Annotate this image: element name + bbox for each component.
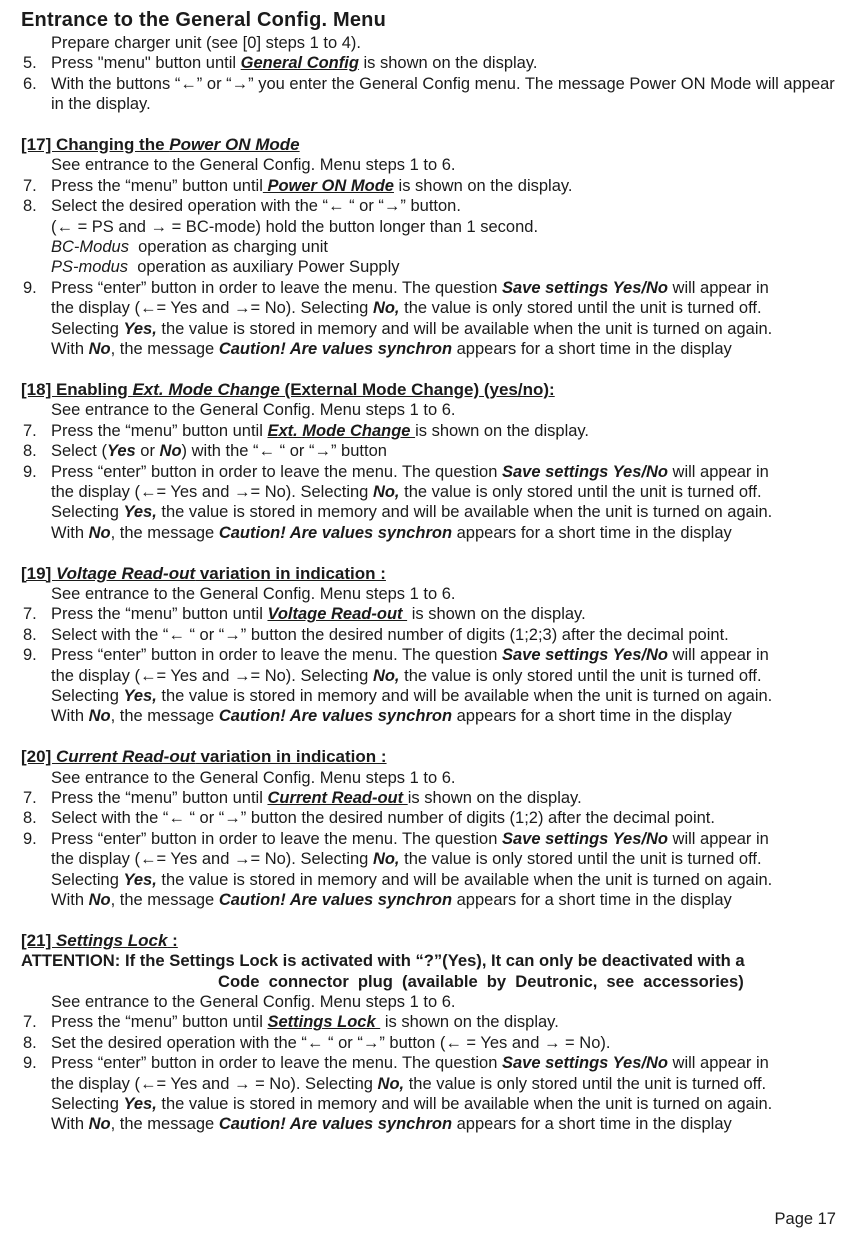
doc-line bbox=[21, 706, 839, 726]
page-number: Page 17 bbox=[774, 1210, 836, 1228]
text-run: , the message bbox=[110, 1115, 219, 1134]
doc-line bbox=[21, 686, 839, 706]
text-run: See entrance to the General Config. Menu steps 1 to 6. bbox=[51, 584, 456, 603]
doc-line bbox=[21, 319, 839, 339]
text-run: Press "menu" button until bbox=[51, 54, 241, 73]
text-run: is shown on the display. bbox=[407, 605, 586, 624]
text-run: the display (←= Yes and →= No). Selecting bbox=[51, 666, 373, 685]
numbered-step bbox=[21, 196, 839, 216]
text-run: the value is only stored until the unit is turned off. bbox=[399, 482, 762, 501]
text-run: Settings Lock bbox=[267, 1013, 381, 1032]
text-run: appears for a short time in the display bbox=[452, 891, 732, 909]
text-run: Press the “menu” button until bbox=[51, 605, 268, 624]
text-run: (← = PS and → = BC-mode) hold the button longer than 1 second. bbox=[51, 217, 539, 236]
doc-line bbox=[21, 890, 839, 910]
step-number: 8. bbox=[23, 197, 37, 216]
step-number: 8. bbox=[23, 625, 37, 644]
text-run: Save settings Yes/No bbox=[501, 278, 668, 297]
text-run: [17] Changing the bbox=[21, 135, 170, 155]
text-run: the value is only stored until the unit is turned off. bbox=[399, 666, 762, 685]
text-run: With bbox=[51, 523, 89, 542]
numbered-step bbox=[21, 788, 839, 808]
text-run: Yes, bbox=[123, 503, 157, 522]
text-run: , the message bbox=[110, 523, 219, 542]
step-number: 8. bbox=[23, 809, 37, 828]
numbered-step bbox=[21, 1033, 839, 1053]
text-run: Code connector plug (available by Deutronic, see accessories) bbox=[218, 971, 744, 991]
numbered-step bbox=[21, 604, 839, 624]
text-run: Caution! Are values synchron bbox=[218, 891, 453, 909]
section-header bbox=[21, 135, 839, 155]
document-body bbox=[21, 8, 839, 1135]
text-run: Select with the “← “ or “→” button the desired number of digits (1;2;3) after the decimal point. bbox=[51, 625, 729, 644]
text-run: the display (←= Yes and →= No). Selecting bbox=[51, 850, 373, 869]
text-run: appears for a short time in the display bbox=[452, 707, 732, 726]
numbered-step bbox=[21, 176, 839, 196]
text-run: is shown on the display. bbox=[393, 176, 573, 195]
step-number: 8. bbox=[23, 442, 37, 461]
doc-line bbox=[21, 849, 839, 869]
doc-line-indented bbox=[21, 972, 839, 992]
text-run: appears for a short time in the display bbox=[452, 1115, 732, 1134]
numbered-step bbox=[21, 278, 839, 298]
step-number: 9. bbox=[23, 462, 37, 481]
text-run: With bbox=[51, 340, 89, 359]
text-run: Selecting bbox=[51, 503, 124, 522]
text-run: appears for a short time in the display bbox=[452, 523, 732, 542]
text-run: the value is only stored until the unit is turned off. bbox=[399, 299, 762, 318]
text-run: will appear in bbox=[667, 646, 769, 665]
text-run: , the message bbox=[110, 891, 219, 909]
text-run: or bbox=[135, 442, 160, 461]
text-run: Save settings Yes/No bbox=[501, 646, 668, 665]
page-title bbox=[21, 8, 839, 33]
text-run: [21] bbox=[21, 930, 56, 950]
doc-line bbox=[21, 298, 839, 318]
numbered-step bbox=[21, 462, 839, 482]
text-run: Save settings Yes/No bbox=[501, 1054, 668, 1073]
text-run: the display (←= Yes and →= No). Selecting bbox=[51, 482, 373, 501]
text-run: the value is stored in memory and will be available when the unit is turned on again. bbox=[156, 1095, 773, 1114]
text-run: Selecting bbox=[51, 319, 124, 338]
text-run: ) with the “← “ or “→” button bbox=[181, 442, 387, 461]
text-run: operation as auxiliary Power Supply bbox=[128, 258, 400, 277]
text-run: the value is only stored until the unit is turned off. bbox=[399, 850, 762, 869]
text-run: Yes, bbox=[123, 686, 157, 705]
text-run: the value is stored in memory and will be available when the unit is turned on again. bbox=[156, 503, 773, 522]
section-header bbox=[21, 747, 839, 767]
text-run: the value is stored in memory and will be available when the unit is turned on again. bbox=[156, 319, 773, 338]
text-run: Power ON Mode bbox=[262, 176, 394, 195]
text-run: With the buttons “←” or “→” you enter the General Config menu. The message Power ON Mode will appear bbox=[51, 74, 835, 93]
attention-label: ATTENTION: bbox=[21, 951, 121, 971]
text-run: Press the “menu” button until bbox=[51, 788, 268, 807]
text-run: No, bbox=[372, 850, 400, 869]
text-run: Selecting bbox=[51, 1095, 124, 1114]
numbered-step bbox=[21, 53, 839, 73]
text-run: is shown on the display. bbox=[380, 1013, 559, 1032]
spacer bbox=[21, 910, 839, 930]
text-run: Save settings Yes/No bbox=[501, 829, 668, 848]
text-run: Press the “menu” button until bbox=[51, 1013, 268, 1032]
text-run: , the message bbox=[110, 340, 219, 359]
doc-line bbox=[21, 584, 839, 604]
doc-line bbox=[21, 339, 839, 359]
doc-line bbox=[21, 237, 839, 257]
text-run: the display (←= Yes and →= No). Selecting bbox=[51, 299, 373, 318]
text-run: Press “enter” button in order to leave the menu. The question bbox=[51, 462, 502, 481]
text-run: Yes, bbox=[123, 1095, 157, 1114]
text-run: Voltage Read-out bbox=[267, 605, 408, 624]
doc-line bbox=[21, 768, 839, 788]
text-run: Yes, bbox=[123, 319, 157, 338]
text-run: operation as charging unit bbox=[128, 238, 329, 257]
doc-line bbox=[21, 992, 839, 1012]
spacer bbox=[21, 543, 839, 563]
text-run: Press “enter” button in order to leave the menu. The question bbox=[51, 829, 502, 848]
numbered-step bbox=[21, 441, 839, 461]
text-run: is shown on the display. bbox=[407, 788, 582, 807]
step-number: 6. bbox=[23, 74, 37, 93]
text-run: Caution! Are values synchron bbox=[218, 523, 453, 542]
doc-line bbox=[21, 870, 839, 890]
text-run: Current Read-out bbox=[55, 747, 196, 767]
text-run: Caution! Are values synchron bbox=[218, 707, 453, 726]
text-run: will appear in bbox=[667, 462, 769, 481]
section-header bbox=[21, 931, 839, 951]
text-run: General Config bbox=[240, 54, 359, 73]
section-header bbox=[21, 380, 839, 400]
text-run: Power ON Mode bbox=[169, 135, 300, 155]
doc-line bbox=[21, 1074, 839, 1094]
text-run: (External Mode Change) (yes/no): bbox=[279, 379, 555, 399]
text-run: No, bbox=[372, 299, 400, 318]
step-number: 7. bbox=[23, 605, 37, 624]
text-run: Selecting bbox=[51, 686, 124, 705]
text-run: Yes bbox=[106, 442, 136, 461]
text-run: Save settings Yes/No bbox=[501, 462, 668, 481]
step-number: 9. bbox=[23, 829, 37, 848]
text-run: No bbox=[88, 891, 111, 909]
text-run: the value is stored in memory and will be available when the unit is turned on again. bbox=[156, 686, 773, 705]
text-run: Ext. Mode Change bbox=[132, 379, 280, 399]
text-run: No bbox=[88, 707, 111, 726]
text-run: the value is stored in memory and will be available when the unit is turned on again. bbox=[156, 870, 773, 889]
spacer bbox=[21, 727, 839, 747]
doc-line bbox=[21, 1114, 839, 1134]
doc-line bbox=[21, 217, 839, 237]
doc-line bbox=[21, 33, 839, 53]
text-run: variation in indication : bbox=[195, 747, 387, 767]
text-run: No, bbox=[377, 1074, 405, 1093]
text-run: is shown on the display. bbox=[358, 54, 538, 73]
text-run: Settings Lock bbox=[55, 930, 168, 950]
spacer bbox=[21, 359, 839, 379]
text-run: See entrance to the General Config. Menu steps 1 to 6. bbox=[51, 156, 456, 175]
numbered-step bbox=[21, 74, 839, 94]
text-run: Current Read-out bbox=[267, 788, 408, 807]
doc-line bbox=[21, 94, 839, 114]
text-run: No bbox=[88, 340, 111, 359]
text-run: With bbox=[51, 891, 89, 909]
text-run: Press the “menu” button until bbox=[51, 176, 263, 195]
text-run: variation in indication : bbox=[195, 563, 386, 583]
text-run: Press the “menu” button until bbox=[51, 421, 268, 440]
text-run: Caution! Are values synchron bbox=[218, 1115, 453, 1134]
text-run: appears for a short time in the display bbox=[452, 340, 732, 359]
text-run: No bbox=[88, 523, 111, 542]
text-run: No bbox=[88, 1115, 111, 1134]
text-run: Press “enter” button in order to leave the menu. The question bbox=[51, 1054, 502, 1073]
text-run: in the display. bbox=[51, 95, 151, 114]
text-run: See entrance to the General Config. Menu steps 1 to 6. bbox=[51, 401, 456, 420]
doc-line bbox=[21, 1094, 839, 1114]
numbered-step bbox=[21, 808, 839, 828]
step-number: 7. bbox=[23, 421, 37, 440]
numbered-step bbox=[21, 1012, 839, 1032]
text-run: If the Settings Lock is activated with “?”(Yes), It can only be deactivated with a bbox=[125, 951, 745, 971]
doc-line bbox=[21, 482, 839, 502]
text-run: [18] Enabling bbox=[21, 379, 133, 399]
text-run: Selecting bbox=[51, 870, 124, 889]
step-number: 7. bbox=[23, 176, 37, 195]
doc-line bbox=[21, 155, 839, 175]
doc-line bbox=[21, 257, 839, 277]
numbered-step bbox=[21, 421, 839, 441]
step-number: 7. bbox=[23, 788, 37, 807]
spacer bbox=[21, 115, 839, 135]
step-number: 8. bbox=[23, 1033, 37, 1052]
doc-line bbox=[21, 666, 839, 686]
text-run: Caution! Are values synchron bbox=[218, 340, 453, 359]
text-run: PS-modus bbox=[51, 258, 129, 277]
numbered-step bbox=[21, 625, 839, 645]
text-run: Voltage Read-out bbox=[55, 563, 196, 583]
text-run: Prepare charger unit (see [0] steps 1 to 4). bbox=[51, 34, 361, 52]
text-run: No bbox=[159, 442, 182, 461]
numbered-step bbox=[21, 645, 839, 665]
text-run: See entrance to the General Config. Menu steps 1 to 6. bbox=[51, 768, 456, 787]
step-number: 9. bbox=[23, 278, 37, 297]
doc-line bbox=[21, 523, 839, 543]
text-run: [20] bbox=[21, 747, 56, 767]
numbered-step bbox=[21, 1053, 839, 1073]
doc-line bbox=[21, 502, 839, 522]
text-run: Select the desired operation with the “← “ or “→” button. bbox=[51, 197, 461, 216]
text-run: Yes, bbox=[123, 870, 157, 889]
step-number: 5. bbox=[23, 54, 37, 73]
attention-note bbox=[21, 951, 839, 971]
step-number: 9. bbox=[23, 646, 37, 665]
section-header bbox=[21, 564, 839, 584]
text-run: Entrance to the General Config. Menu bbox=[21, 9, 387, 31]
text-run: the value is only stored until the unit is turned off. bbox=[404, 1074, 767, 1093]
text-run: Press “enter” button in order to leave the menu. The question bbox=[51, 278, 502, 297]
text-run: Ext. Mode Change bbox=[267, 421, 416, 440]
text-run: Select ( bbox=[51, 442, 107, 461]
numbered-step bbox=[21, 829, 839, 849]
text-run: See entrance to the General Config. Menu steps 1 to 6. bbox=[51, 993, 456, 1012]
text-run: Select with the “← “ or “→” button the desired number of digits (1;2) after the decimal point. bbox=[51, 809, 715, 828]
text-run: is shown on the display. bbox=[415, 421, 590, 440]
step-number: 9. bbox=[23, 1054, 37, 1073]
text-run: Set the desired operation with the “← “ or “→” button (← = Yes and → = No). bbox=[51, 1033, 611, 1052]
doc-line bbox=[21, 400, 839, 420]
text-run: : bbox=[167, 930, 178, 950]
text-run: will appear in bbox=[667, 829, 769, 848]
text-run: No, bbox=[372, 482, 400, 501]
text-run: No, bbox=[372, 666, 400, 685]
text-run: the display (←= Yes and → = No). Selecting bbox=[51, 1074, 378, 1093]
text-run: BC-Modus bbox=[51, 238, 129, 257]
text-run: will appear in bbox=[667, 278, 769, 297]
text-run: , the message bbox=[110, 707, 219, 726]
text-run: With bbox=[51, 1115, 89, 1134]
text-run: With bbox=[51, 707, 89, 726]
text-run: [19] bbox=[21, 563, 56, 583]
text-run: will appear in bbox=[667, 1054, 769, 1073]
text-run: Press “enter” button in order to leave the menu. The question bbox=[51, 646, 502, 665]
step-number: 7. bbox=[23, 1013, 37, 1032]
